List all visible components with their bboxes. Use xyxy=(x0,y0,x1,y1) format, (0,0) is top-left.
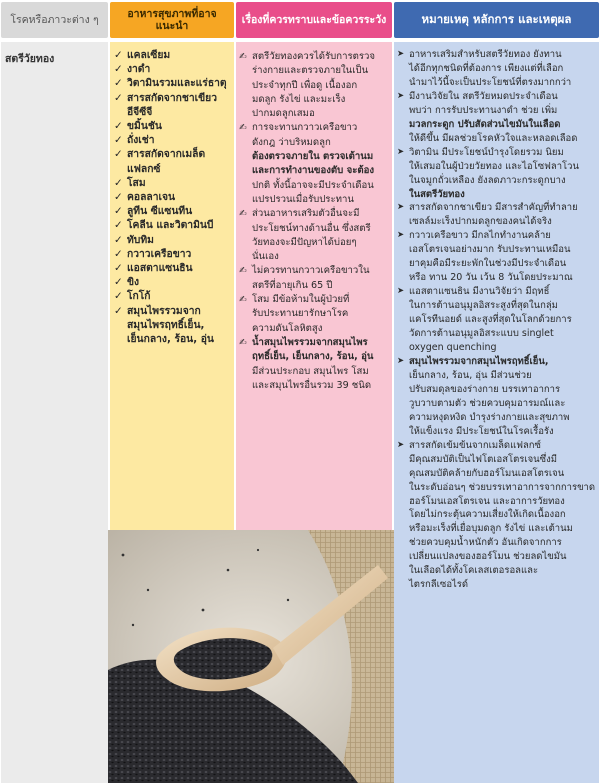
spacer xyxy=(397,481,409,495)
spacer xyxy=(239,222,252,236)
spacer xyxy=(397,383,409,397)
food-label: โกโก้ xyxy=(127,290,151,303)
caution-line xyxy=(239,164,390,178)
note-text: โดยไม่กระตุ้นความเสี่ยงให้เกิดเนื้องอก xyxy=(409,509,566,521)
check-icon: ✓ xyxy=(114,148,123,161)
note-text: ให้เสมอในผู้ป่วยวัยทอง และไอโซฟลาโวน xyxy=(409,160,579,172)
check-icon: ✓ xyxy=(114,191,123,204)
note-text: วัดการต้านอนุมูลอิสระแบบ singlet xyxy=(409,328,554,340)
food-label: กวาวเครือขาว xyxy=(127,247,192,260)
food-label: สมุนไพรฤทธิ์เย็น, xyxy=(127,318,205,331)
note-line xyxy=(397,355,596,369)
spacer xyxy=(114,318,127,332)
note-line xyxy=(397,536,596,550)
caution-line xyxy=(239,121,390,135)
food-item xyxy=(114,190,232,204)
arrow-bullet-icon: ➤ xyxy=(397,146,405,157)
caution-line xyxy=(239,307,390,321)
food-label: สารสกัดจากชาเขียว xyxy=(127,91,217,104)
arrow-bullet-icon: ➤ xyxy=(397,90,405,101)
note-text: มวลกระดูก ปรับสัดส่วนไขมันในเลือด xyxy=(409,118,561,130)
check-icon: ✓ xyxy=(114,63,123,76)
caution-text: โสม มีข้อห้ามในผู้ป่วยที่ xyxy=(252,294,350,306)
note-line xyxy=(397,90,596,104)
caution-line xyxy=(239,222,390,236)
note-text: วิตามิน มีประโยชน์บำรุงโดยรวม นิยม xyxy=(409,146,564,158)
note-text: ปรับสมดุลของร่างกาย บรรเทาอาการ xyxy=(409,383,561,395)
note-text: oxygen quenching xyxy=(409,342,497,354)
note-text: มีงานวิจัยใน สตรีวัยหมดประจำเดือน xyxy=(409,90,558,102)
caution-line xyxy=(239,193,390,207)
spacer xyxy=(397,425,409,439)
note-text: ฮอร์โมนเอสโตรเจน และอาการวัยทอง xyxy=(409,495,565,507)
spacer xyxy=(397,62,409,76)
spacer xyxy=(239,307,252,321)
caution-text: ดังกฎ ว่าบริหมดลูก xyxy=(252,136,331,148)
note-line xyxy=(397,467,596,481)
note-line xyxy=(397,369,596,383)
arrow-bullet-icon: ➤ xyxy=(397,230,405,241)
caution-line xyxy=(239,365,390,379)
note-line xyxy=(397,285,596,299)
spacer xyxy=(397,299,409,313)
caution-text: มดลูก รังไข่ และมะเร็ง xyxy=(252,93,346,105)
arrow-bullet-icon: ➤ xyxy=(397,49,405,59)
note-text: เอสโตรเจนอย่างมาก รับประทานเหมือน xyxy=(409,244,571,256)
arrow-bullet-icon: ➤ xyxy=(397,202,405,213)
food-item xyxy=(114,233,232,247)
conditions-column xyxy=(1,42,108,783)
food-item xyxy=(114,119,232,133)
note-text: มีคุณสมบัติเป็นไฟโตเอสโตรเจนซึ่งมี xyxy=(409,453,558,465)
note-line xyxy=(397,188,596,202)
note-line xyxy=(397,341,596,355)
table-header xyxy=(0,0,600,40)
note-text: นำมาไว้นี้จะเป็นประโยชน์ที่ตรงมากกว่า xyxy=(409,76,572,88)
note-line xyxy=(397,76,596,90)
spacer xyxy=(397,257,409,271)
caution-text: การจะทานกวาวเครือขาว xyxy=(252,122,358,134)
spacer xyxy=(239,379,252,393)
spacer xyxy=(397,271,409,285)
spacer xyxy=(239,179,252,193)
spacer xyxy=(114,332,127,346)
spacer xyxy=(397,369,409,383)
spacer xyxy=(397,313,409,327)
caution-text: ความดันโลหิตสูง xyxy=(252,322,323,334)
note-text: ในระดับอ่อนๆ ช่วยบรรเทาอาการจากการขาด xyxy=(409,481,596,493)
spacer xyxy=(397,188,409,202)
spacer xyxy=(239,279,252,293)
note-text: ไตรกลีเซอไรด์ xyxy=(409,579,469,591)
caution-text: ไม่ควรทานกวาวเครือขาวใน xyxy=(252,265,370,277)
condition-name: สตรีวัยทอง xyxy=(5,53,55,65)
caution-text: น้ำสมุนไพรรวมจากสมุนไพร xyxy=(252,336,368,348)
check-icon: ✓ xyxy=(114,205,123,218)
caution-text: และการทำงานของตับ จะต้อง xyxy=(252,165,375,177)
note-line xyxy=(397,62,596,76)
note-line xyxy=(397,495,596,509)
note-text: กวาวเครือขาว มีกลไกทำงานคล้าย xyxy=(409,230,551,242)
spacer xyxy=(397,467,409,481)
food-label: โคลีน และวิตามินบี xyxy=(127,219,214,232)
spacer xyxy=(397,397,409,411)
note-line xyxy=(397,146,596,160)
spacer xyxy=(239,150,252,164)
caution-text: นั่นเอง xyxy=(252,251,279,263)
food-label: อีจีซีจี xyxy=(127,105,153,118)
note-line xyxy=(397,425,596,439)
food-label: โสม xyxy=(127,176,146,189)
spacer xyxy=(239,250,252,264)
check-icon: ✓ xyxy=(114,262,123,275)
note-text: พบว่า การรับประทานงาดำ ช่วย เพิ่ม xyxy=(409,104,558,116)
note-text: สมุนไพรรวมจากสมุนไพรฤทธิ์เย็น, xyxy=(409,355,549,367)
spacer xyxy=(239,93,252,107)
food-item xyxy=(114,275,232,289)
sesame-illustration xyxy=(108,530,394,783)
note-line xyxy=(397,132,596,146)
check-icon: ✓ xyxy=(114,176,123,189)
note-text: แอสตาแซนธิน มีงานวิจัยว่า มีฤทธิ์ xyxy=(409,286,550,298)
spacer xyxy=(397,550,409,564)
food-label: สารสกัดจากเมล็ดแฟลกซ์ xyxy=(127,148,206,175)
food-item xyxy=(114,289,232,303)
note-line xyxy=(397,160,596,174)
note-text: หรือ ทาน 20 วัน เว้น 8 วันโดยประมาณ xyxy=(409,272,573,284)
caution-line xyxy=(239,379,390,393)
caution-line xyxy=(239,93,390,107)
food-item xyxy=(114,147,232,175)
note-line xyxy=(397,313,596,327)
food-item xyxy=(114,261,232,275)
food-label: คอลลาเจน xyxy=(127,191,176,204)
caution-line xyxy=(239,279,390,293)
spacer xyxy=(114,105,127,119)
caution-text: สตรีที่อายุเกิน 65 ปี xyxy=(252,279,333,291)
note-text: ในการต้านอนุมูลอิสระสูงที่สุดในกลุ่ม xyxy=(409,300,558,312)
food-label: ลูทีน ซีแซนทีน xyxy=(127,205,193,218)
note-line xyxy=(397,508,596,522)
note-text: แคโรทีนอยด์ และสูงที่สุดในโลกด้วยการ xyxy=(409,314,572,326)
check-icon: ✓ xyxy=(114,91,123,104)
caution-text: มีส่วนประกอบ สมุนไพร โสม xyxy=(252,365,369,377)
spacer xyxy=(239,64,252,78)
check-icon: ✓ xyxy=(114,219,123,232)
caution-text: ประโยชน์ทางด้านอื่น ซึ่งสตรี xyxy=(252,222,371,234)
food-label: สมุนไพรรวมจาก xyxy=(127,304,201,317)
arrow-bullet-icon: ➤ xyxy=(397,286,405,297)
food-label: แคลเซียม xyxy=(127,49,171,61)
note-line xyxy=(397,174,596,188)
spacer xyxy=(397,132,409,146)
note-line xyxy=(397,271,596,285)
pencil-note-icon: ✍ xyxy=(239,295,247,306)
food-item xyxy=(114,176,232,190)
spacer xyxy=(397,160,409,174)
spacer xyxy=(239,193,252,207)
pencil-note-icon: ✍ xyxy=(239,337,247,348)
note-line xyxy=(397,215,596,229)
food-label: ขิง xyxy=(127,276,140,289)
foods-column xyxy=(110,42,234,530)
note-line xyxy=(397,550,596,564)
food-label: ถั่งเช่า xyxy=(127,134,155,147)
black-sesame-scoop-photo xyxy=(108,530,394,783)
note-line xyxy=(397,299,596,313)
caution-text: ส่วนอาหารเสริมตัวอื่นจะมี xyxy=(252,208,360,220)
spacer xyxy=(397,76,409,90)
food-item xyxy=(114,105,232,119)
spacer xyxy=(397,215,409,229)
spacer xyxy=(397,243,409,257)
note-line xyxy=(397,411,596,425)
note-line xyxy=(397,327,596,341)
note-text: ในสตรีวัยทอง xyxy=(409,188,465,200)
cautions-column xyxy=(236,42,392,530)
note-text: หรือมะเร็งที่เยื่อบุมดลูก รังไข่ และเต้านม xyxy=(409,523,573,535)
check-icon: ✓ xyxy=(114,276,123,289)
food-label: เย็นกลาง, ร้อน, อุ่น xyxy=(127,333,214,346)
food-item xyxy=(114,62,232,76)
food-item xyxy=(114,304,232,318)
note-text: เปลี่ยนแปลงของฮอร์โมน ช่วยลดไขมัน xyxy=(409,551,567,563)
food-label: แอสตาแซนธิน xyxy=(127,262,193,275)
caution-line xyxy=(239,207,390,221)
caution-line xyxy=(239,179,390,193)
caution-line xyxy=(239,79,390,93)
header-conditions: โรคหรือภาวะต่าง ๆ xyxy=(1,2,108,38)
food-label: วิตามินรวมและแร่ธาตุ xyxy=(127,77,227,90)
note-text: คุณสมบัติคล้ายกับฮอร์โมนเอสโตรเจน xyxy=(409,467,565,479)
pencil-note-icon: ✍ xyxy=(239,52,247,62)
note-line xyxy=(397,522,596,536)
pencil-note-icon: ✍ xyxy=(239,123,247,134)
check-icon: ✓ xyxy=(114,77,123,90)
spacer xyxy=(397,174,409,188)
note-text: เย็นกลาง, ร้อน, อุ่น มีส่วนช่วย xyxy=(409,369,532,381)
note-line xyxy=(397,481,596,495)
food-label: งาดำ xyxy=(127,63,151,76)
note-line xyxy=(397,383,596,397)
spacer xyxy=(397,118,409,132)
caution-text: และสมุนไพรอื่นรวม 39 ชนิด xyxy=(252,379,372,391)
caution-line xyxy=(239,136,390,150)
note-text: ความหงุดหงิด บำรุงร่างกายและสุขภาพ xyxy=(409,411,570,423)
spacer xyxy=(239,322,252,336)
spacer xyxy=(397,327,409,341)
food-item xyxy=(114,204,232,218)
caution-text: ฤทธิ์เย็น, เย็นกลาง, ร้อน, อุ่น xyxy=(252,351,374,363)
note-text: ให้แข็งแรง มีประโยชน์ในโรคเรื้อรัง xyxy=(409,425,554,437)
note-text: อาหารเสริมสำหรับสตรีวัยทอง ยังทาน xyxy=(409,49,562,60)
spacer xyxy=(397,453,409,467)
note-text: สารสกัดจากชาเขียว มีสารสำคัญที่ทำลาย xyxy=(409,202,578,214)
caution-text: ปกติ ทั้งนี้อาจจะมีประจำเดือน xyxy=(252,179,374,191)
spacer xyxy=(239,164,252,178)
foods-list xyxy=(114,48,232,346)
spacer xyxy=(397,564,409,578)
caution-line xyxy=(239,250,390,264)
note-line xyxy=(397,229,596,243)
spacer xyxy=(239,365,252,379)
spacer xyxy=(239,236,252,250)
note-text: ได้อีกทุกชนิดที่ต้องการ เพียงแต่ที่เลือก xyxy=(409,62,564,74)
caution-text: ร่างกายและตรวจภายในเป็น xyxy=(252,65,369,77)
food-item xyxy=(114,318,232,332)
note-line xyxy=(397,564,596,578)
spacer xyxy=(397,341,409,355)
spacer xyxy=(397,578,409,592)
caution-text: ปากมดลูกเสมอ xyxy=(252,108,315,120)
caution-line xyxy=(239,322,390,336)
caution-text: รับประทานยารักษาโรค xyxy=(252,308,349,320)
note-text: ยาคุมคือมีระยะพักในช่วงมีประจำเดือน xyxy=(409,258,567,270)
food-label: ขมิ้นชัน xyxy=(127,120,162,133)
check-icon: ✓ xyxy=(114,134,123,147)
spacer xyxy=(397,495,409,509)
check-icon: ✓ xyxy=(114,247,123,260)
caution-text: สตรีวัยทองควรได้รับการตรวจ xyxy=(252,51,376,62)
note-text: เซลล์มะเร็งปากมดลูกของคนได้จริง xyxy=(409,216,552,228)
pencil-note-icon: ✍ xyxy=(239,266,247,277)
note-text: สารสกัดเข้มข้นจากเมล็ดแฟลกซ์ xyxy=(409,439,541,451)
check-icon: ✓ xyxy=(114,49,123,61)
caution-line xyxy=(239,50,390,64)
spacer xyxy=(397,522,409,536)
spacer xyxy=(239,136,252,150)
header-recommended-foods: อาหารสุขภาพที่อาจแนะนำ xyxy=(110,2,234,38)
food-item xyxy=(114,218,232,232)
note-line xyxy=(397,453,596,467)
caution-line xyxy=(239,236,390,250)
spacer xyxy=(239,79,252,93)
caution-text: ประจำทุกปี เพื่อดู เนื้องอก xyxy=(252,79,358,91)
spacer xyxy=(239,350,252,364)
note-line xyxy=(397,257,596,271)
note-text: ช่วยควบคุมน้ำหนักตัว อันเกิดจากการ xyxy=(409,537,562,549)
food-item xyxy=(114,48,232,62)
spacer xyxy=(397,508,409,522)
caution-line xyxy=(239,64,390,78)
notes-list xyxy=(397,48,596,592)
food-item xyxy=(114,133,232,147)
header-cautions: เรื่องที่ควรทราบและข้อควรระวัง xyxy=(236,2,392,38)
note-line xyxy=(397,578,596,592)
note-line xyxy=(397,104,596,118)
note-line xyxy=(397,397,596,411)
note-line xyxy=(397,48,596,62)
food-label: ทับทิม xyxy=(127,233,154,246)
caution-line xyxy=(239,293,390,307)
spacer xyxy=(397,411,409,425)
caution-text: แปรปรวนเมื่อรับประทาน xyxy=(252,193,354,205)
check-icon: ✓ xyxy=(114,120,123,133)
note-line xyxy=(397,201,596,215)
note-text: ในเลือดได้ทั้งโคเลสเตอรอลและ xyxy=(409,565,539,577)
note-text: ในจมูกถั่วเหลือง ยังลดภาวะกระดูกบาง xyxy=(409,174,566,186)
spacer xyxy=(397,536,409,550)
caution-line xyxy=(239,336,390,350)
pencil-note-icon: ✍ xyxy=(239,209,247,220)
food-item xyxy=(114,91,232,105)
food-item xyxy=(114,76,232,90)
notes-column xyxy=(394,42,599,783)
check-icon: ✓ xyxy=(114,304,123,317)
arrow-bullet-icon: ➤ xyxy=(397,439,405,450)
spacer xyxy=(397,104,409,118)
note-text: วูบวาบตามตัว ช่วยควบคุมอารมณ์และ xyxy=(409,397,566,409)
food-item xyxy=(114,332,232,346)
note-line xyxy=(397,243,596,257)
header-notes: หมายเหตุ หลักการ และเหตุผล xyxy=(394,2,599,38)
caution-text: ต้องตรวจภายใน ตรวจเต้านม xyxy=(252,151,374,163)
check-icon: ✓ xyxy=(114,290,123,303)
cautions-list xyxy=(239,50,390,393)
note-line xyxy=(397,439,596,453)
caution-text: วัยทองจะมีปัญหาได้บ่อยๆ xyxy=(252,236,357,248)
caution-line xyxy=(239,350,390,364)
food-item xyxy=(114,247,232,261)
note-text: ให้ดีขึ้น มีผลช่วยโรคหัวใจและหลอดเลือด xyxy=(409,132,578,144)
spacer xyxy=(239,107,252,121)
caution-line xyxy=(239,264,390,278)
check-icon: ✓ xyxy=(114,233,123,246)
arrow-bullet-icon: ➤ xyxy=(397,355,405,366)
caution-line xyxy=(239,107,390,121)
caution-line xyxy=(239,150,390,164)
note-line xyxy=(397,118,596,132)
